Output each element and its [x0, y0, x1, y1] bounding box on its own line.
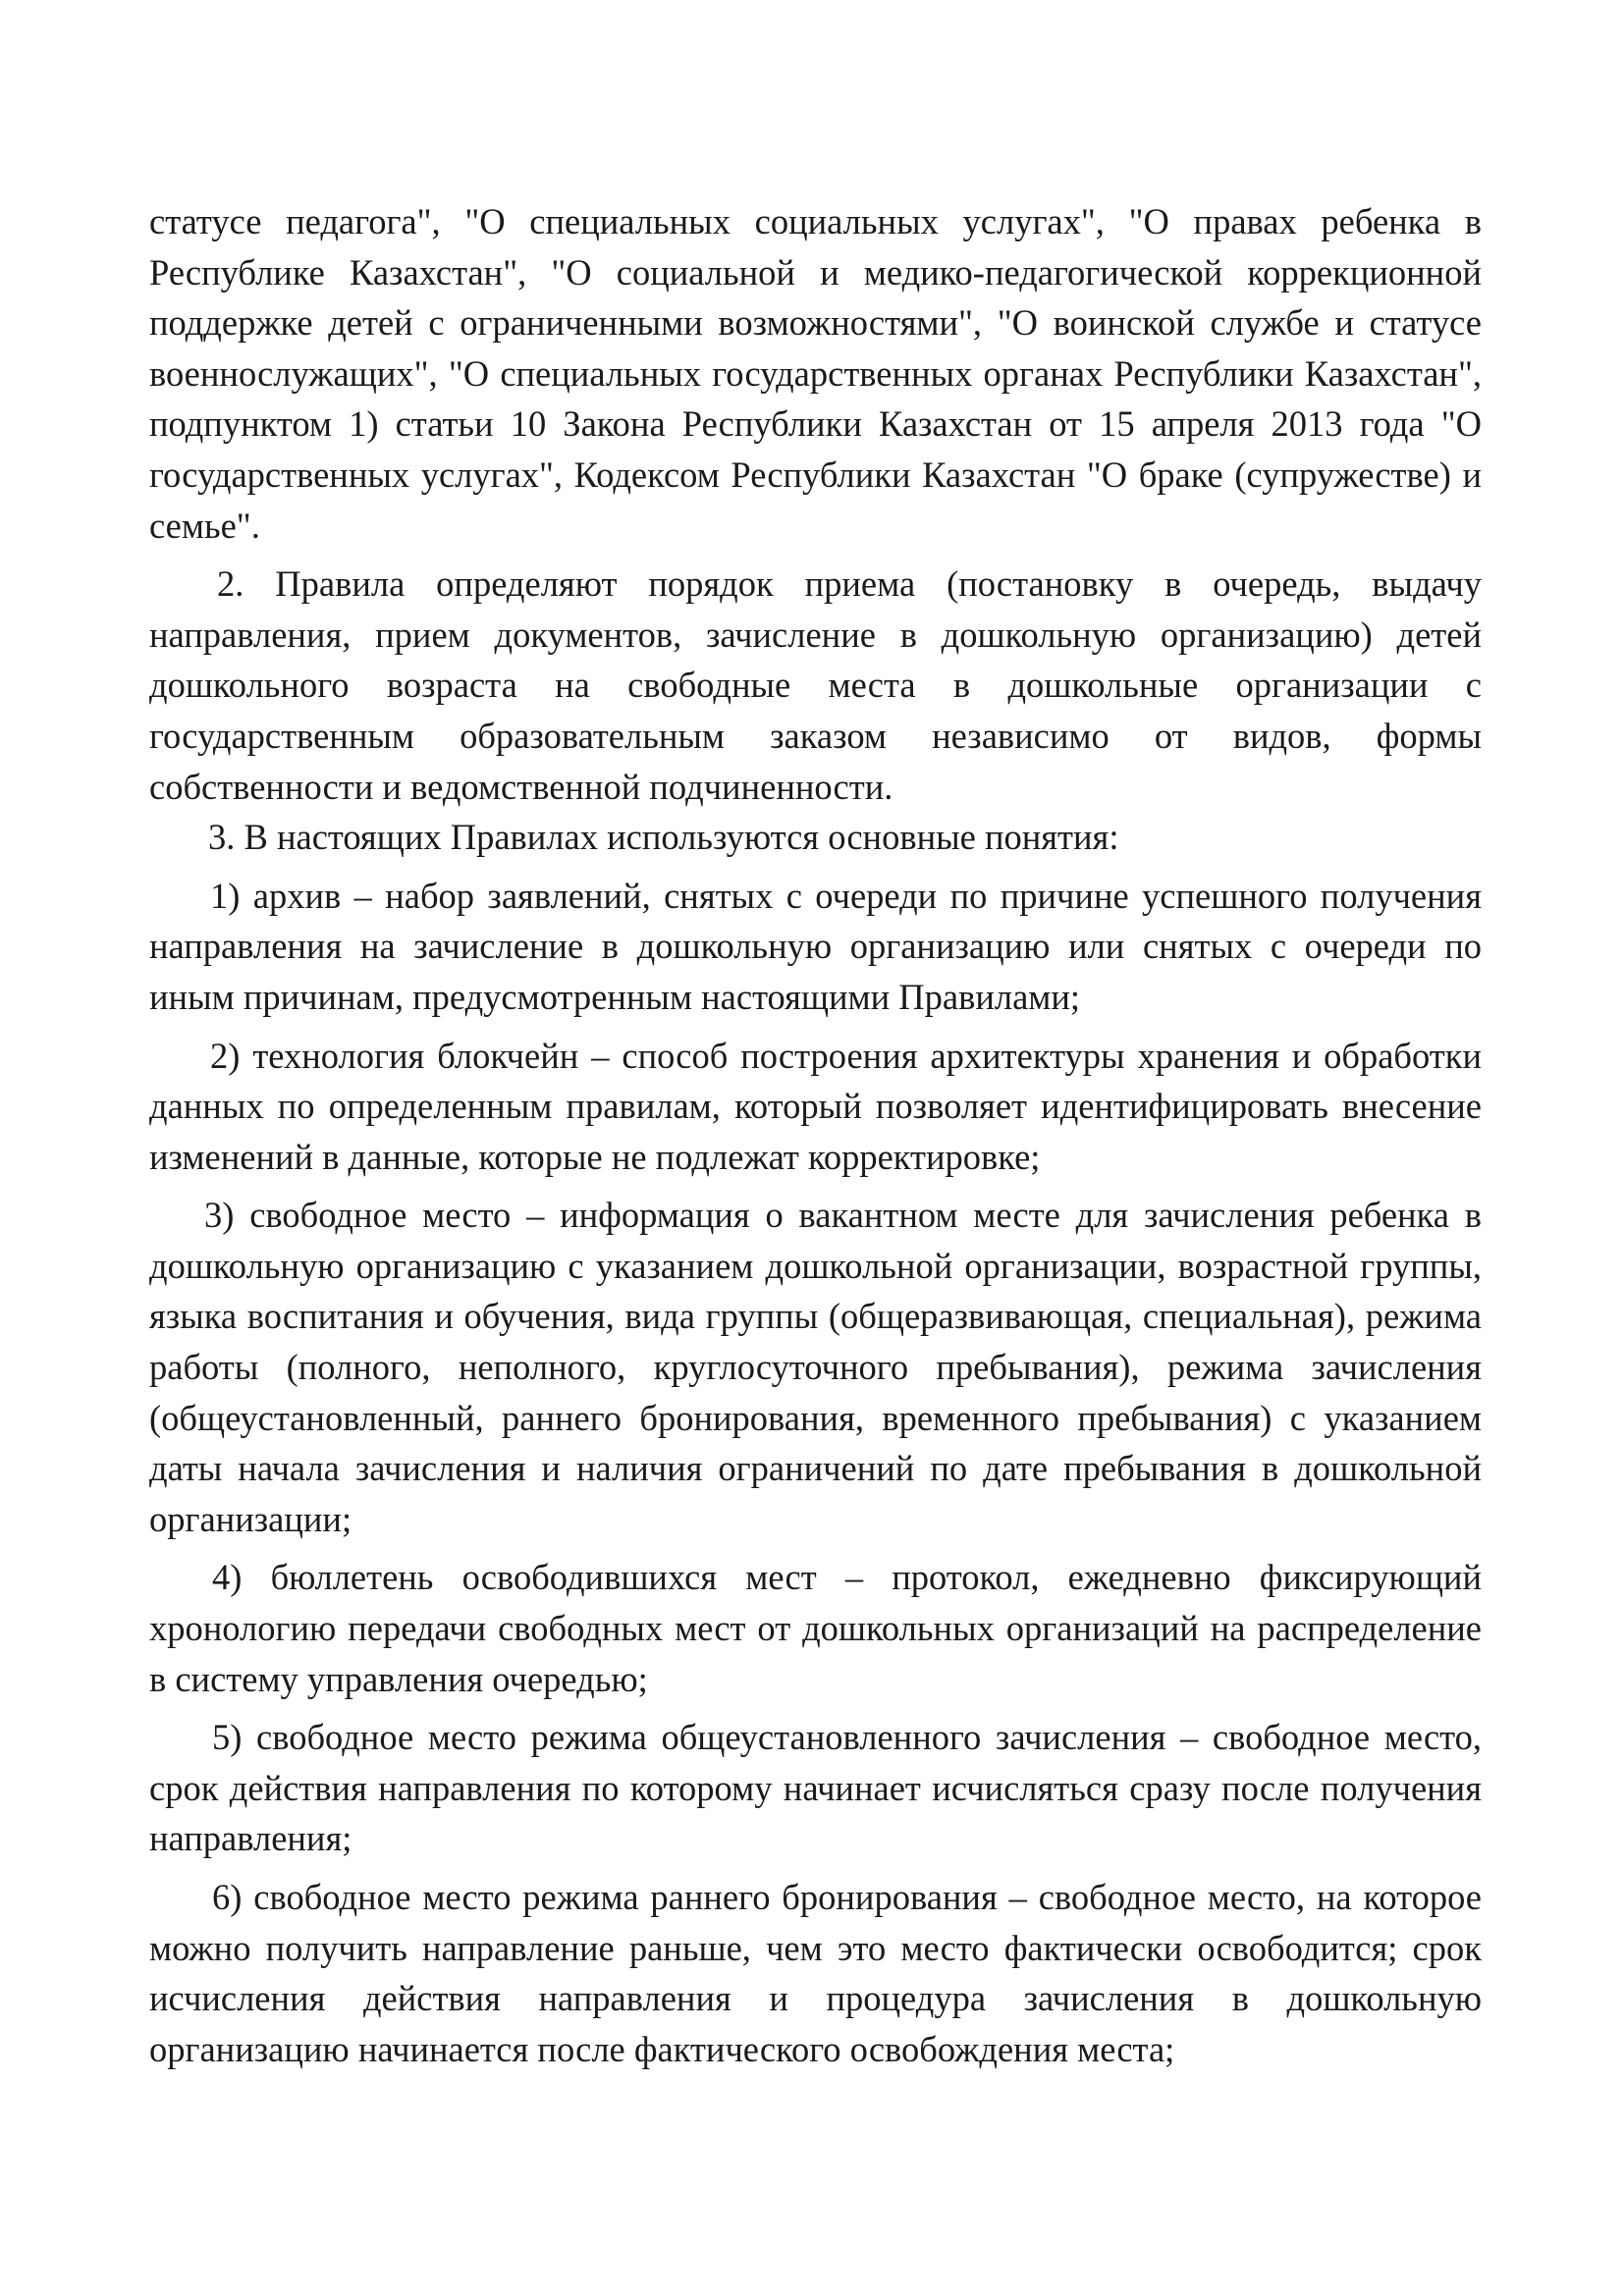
paragraph-definition-4: 4) бюллетень освободившихся мест – протокол, ежедневно фиксирующий хронологию передачи свободных мест от дошкольных организаций на распределение в систему управления очередью;: [149, 1557, 1482, 1699]
paragraph-clause-3: 3. В настоящих Правилах используются основные понятия:: [208, 817, 1119, 858]
paragraph-definition-6: 6) свободное место режима раннего бронирования – свободное место, на которое можно получить направление раньше, чем это место фактически освободится; срок исчисления действия направления и процедура зачисления в дошкольную организацию начинается после фактического освобождения места;: [149, 1877, 1482, 2069]
paragraph-intro-continued: статусе педагога", "О специальных социальных услугах", "О правах ребенка в Республике Казахстан", "О социальной и медико-педагогической коррекционной поддержке детей с ограниченными возможностями", "О воинской службе и статусе военнослужащих", "О специальных государственных органах Республики Казахстан", подпунктом 1) статьи 10 Закона Республики Казахстан от 15 апреля 2013 года "О государственных услугах", Кодексом Республики Казахстан "О браке (супружестве) и семье".: [149, 201, 1482, 546]
paragraph-definition-5: 5) свободное место режима общеустановленного зачисления – свободное место, срок действия направления по которому начинает исчисляться сразу после получения направления;: [149, 1717, 1482, 1859]
paragraph-definition-3: 3) свободное место – информация о вакантном месте для зачисления ребенка в дошкольную организацию с указанием дошкольной организации, возрастной группы, языка воспитания и обучения, вида группы (общеразвивающая, специальная), режима работы (полного, неполного, круглосуточного пребывания), режима зачисления (общеустановленный, раннего бронирования, временного пребывания) с указанием даты начала зачисления и наличия ограничений по дате пребывания в дошкольной организации;: [149, 1195, 1482, 1539]
paragraph-definition-1: 1) архив – набор заявлений, снятых с очереди по причине успешного получения направления на зачисление в дошкольную организацию или снятых с очереди по иным причинам, предусмотренным настоящими Правилами;: [149, 875, 1482, 1017]
document-body: [149, 196, 1482, 2074]
paragraph-definition-2: 2) технология блокчейн – способ построения архитектуры хранения и обработки данных по определенным правилам, который позволяет идентифицировать внесение изменений в данные, которые не подлежат корректировке;: [149, 1035, 1482, 1177]
paragraph-clause-2: 2. Правила определяют порядок приема (постановку в очередь, выдачу направления, прием документов, зачисление в дошкольную организацию) детей дошкольного возраста на свободные места в дошкольные организации с государственным образовательным заказом независимо от видов, формы собственности и ведомственной подчиненности.: [149, 563, 1482, 807]
